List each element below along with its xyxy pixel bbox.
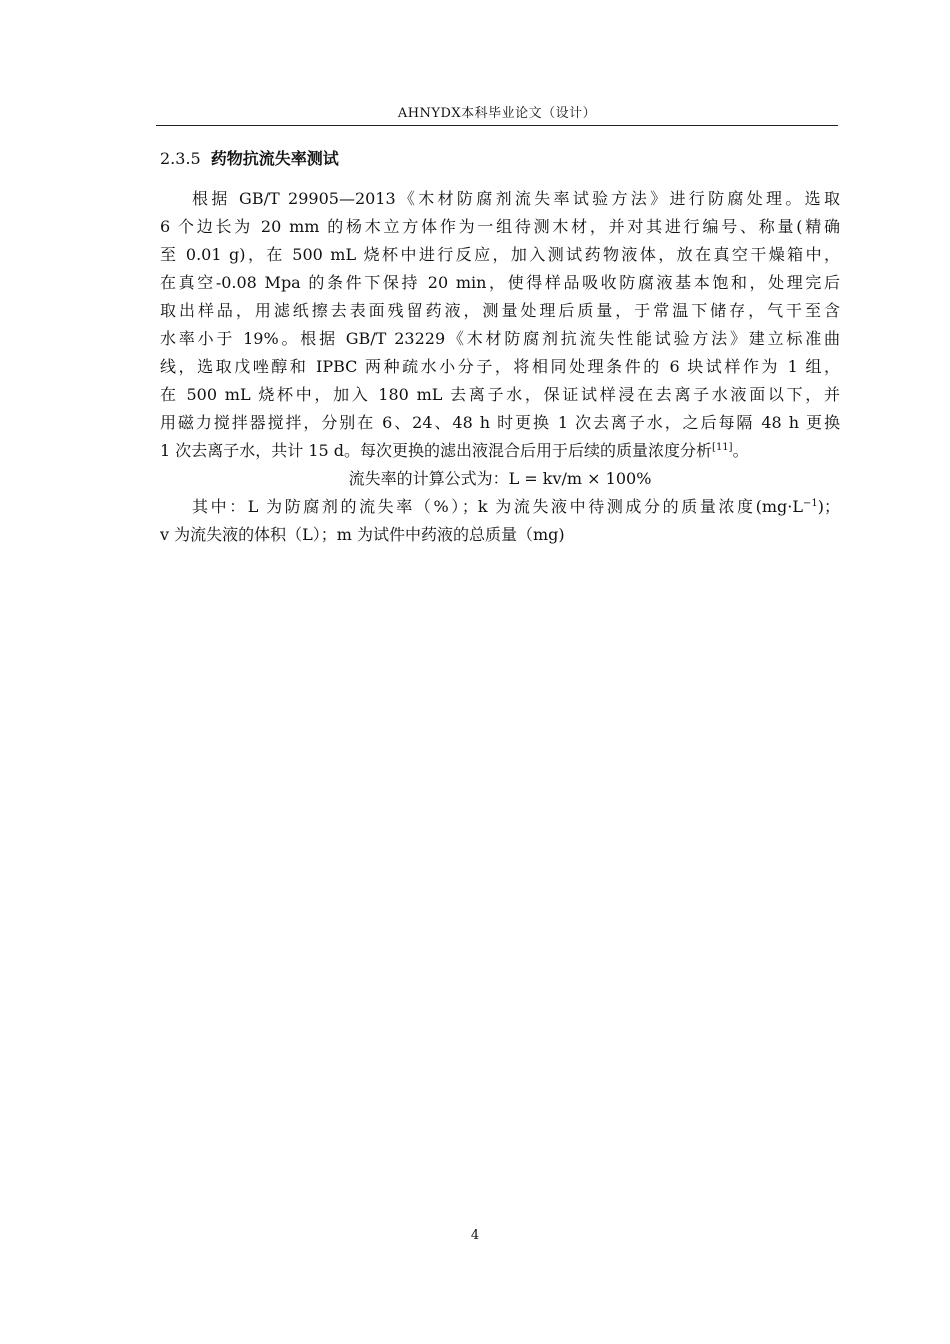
paragraph-line: 取出样品，用滤纸擦去表面残留药液，测量处理后质量，于常温下储存，气干至含 [160,301,840,320]
paragraph-line: 6 个边长为 20 mm 的杨木立方体作为一组待测木材，并对其进行编号、称量(精确 [160,217,840,236]
definition-text-end: )； [817,497,840,516]
page-number: 4 [470,1228,480,1243]
paragraph-1 [160,185,840,549]
header-rule [156,125,838,126]
paragraph-line: 用磁力搅拌器搅拌，分别在 6、24、48 h 时更换 1 次去离子水，之后每隔 48 h 更换 [160,413,840,432]
paragraph-line: 线，选取戊唑醇和 IPBC 两种疏水小分子，将相同处理条件的 6 块试样作为 1 组， [160,357,840,376]
paragraph-line: 水率小于 19%。根据 GB/T 23229《木材防腐剂抗流失性能试验方法》建立标准曲 [160,329,840,348]
running-header: AHNYDX本科毕业论文（设计） [397,106,597,121]
paragraph-line: 在 500 mL 烧杯中，加入 180 mL 去离子水，保证试样浸在去离子水液面以下，并 [160,385,840,404]
definition-text: 其中：L 为防腐剂的流失率（%）；k 为流失液中待测成分的质量浓度(mg·L [192,497,803,516]
paragraph-line: 根据 GB/T 29905—2013《木材防腐剂流失率试验方法》进行防腐处理。选取 [192,189,840,208]
paragraph-2-line-2: v 为流失液的体积（L）；m 为试件中药液的总质量（mg) [160,525,565,544]
paragraph-2-line-1 [160,493,840,521]
paragraph-line: 在真空-0.08 Mpa 的条件下保持 20 min，使得样品吸收防腐液基本饱和，处理完后 [160,273,840,292]
paragraph-last-line [160,437,840,465]
paragraph-line-text: 1 次去离子水，共计 15 d。每次更换的滤出液混合后用于后续的质量浓度分析 [160,441,713,460]
citation-reference: [11] [712,442,733,453]
unit-exponent: −1 [803,498,818,509]
section-heading [160,148,339,170]
section-number: 2.3.5 [160,149,201,168]
formula-line: 流失率的计算公式为：L = kv/m × 100% [348,469,652,488]
paragraph-line-end: 。 [732,441,749,460]
section-title: 药物抗流失率测试 [210,149,339,168]
paragraph-line: 至 0.01 g)，在 500 mL 烧杯中进行反应，加入测试药物液体，放在真空干燥箱中， [160,245,840,264]
